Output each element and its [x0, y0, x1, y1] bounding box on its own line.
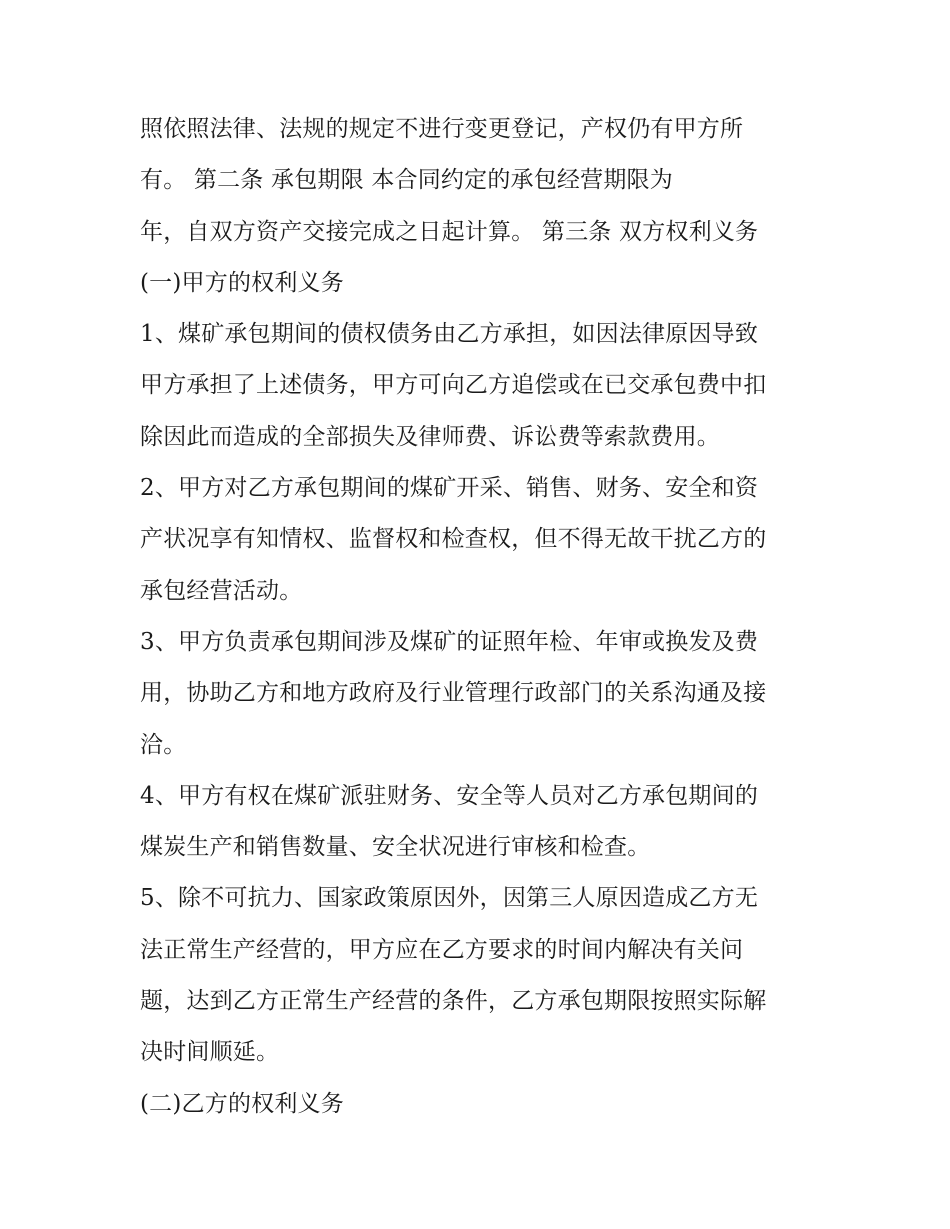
text-line: 3、甲方负责承包期间涉及煤矿的证照年检、年审或换发及费 [140, 628, 759, 655]
text-line: 洽。 [140, 731, 187, 758]
text-line: 1、煤矿承包期间的债权债务由乙方承担，如因法律原因导致 [140, 321, 759, 348]
text-line: 5、除不可抗力、国家政策原因外，因第三人原因造成乙方无 [140, 885, 759, 912]
text-line: 用，协助乙方和地方政府及行业管理行政部门的关系沟通及接 [140, 680, 767, 707]
text-line: 承包经营活动。 [140, 577, 303, 604]
text-line: 有。 第二条 承包期限 本合同约定的承包经营期限为 [140, 167, 673, 194]
section-heading: (一)甲方的权利义务 [140, 269, 344, 296]
section-heading: (二)乙方的权利义务 [140, 1090, 344, 1117]
text-line: 决时间顺延。 [140, 1039, 280, 1066]
text-line: 煤炭生产和销售数量、安全状况进行审核和检查。 [140, 834, 651, 861]
text-line: 年，自双方资产交接完成之日起计算。 第三条 双方权利义务 [140, 218, 759, 245]
text-line: 题，达到乙方正常生产经营的条件，乙方承包期限按照实际解 [140, 988, 767, 1015]
document-body [140, 104, 820, 1130]
text-line: 4、甲方有权在煤矿派驻财务、安全等人员对乙方承包期间的 [140, 782, 759, 809]
text-line: 照依照法律、法规的规定不进行变更登记，产权仍有甲方所 [140, 116, 744, 142]
text-line: 产状况享有知情权、监督权和检查权，但不得无故干扰乙方的 [140, 526, 767, 553]
text-line: 法正常生产经营的，甲方应在乙方要求的时间内解决有关问 [140, 936, 744, 963]
text-line: 2、甲方对乙方承包期间的煤矿开采、销售、财务、安全和资 [140, 475, 759, 502]
text-line: 甲方承担了上述债务，甲方可向乙方追偿或在已交承包费中扣 [140, 372, 767, 399]
text-line: 除因此而造成的全部损失及律师费、诉讼费等索款费用。 [140, 423, 720, 450]
